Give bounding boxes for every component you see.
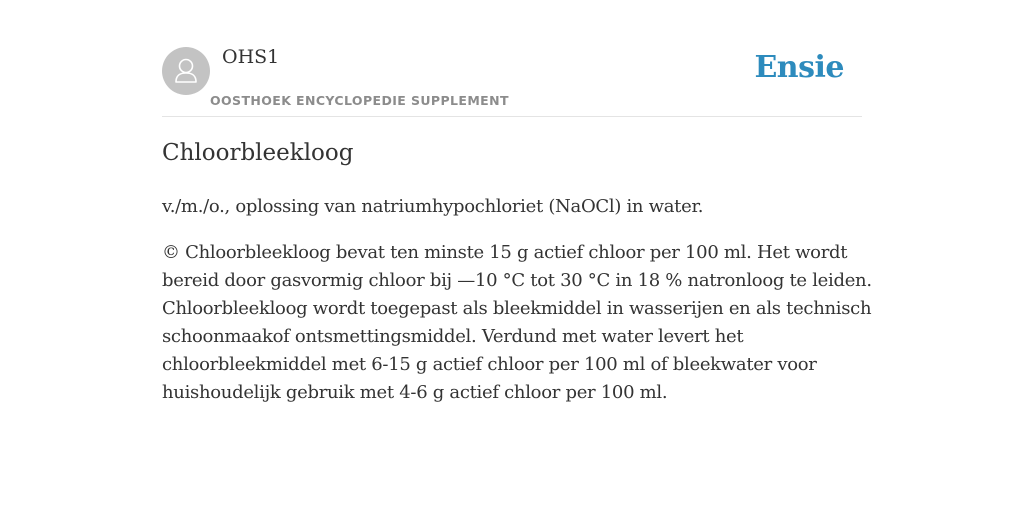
entry-header [162,0,862,117]
entry-definition: v./m./o., oplossing van natriumhypochloriet (NaOCl) in water. [162,196,704,217]
body-line: bereid door gasvormig chloor bij —10 °C tot 30 °C in 18 % natronloog te leiden. [162,270,872,291]
user-icon [162,47,210,95]
body-line: © Chloorbleekloog bevat ten minste 15 g actief chloor per 100 ml. Het wordt [162,242,848,263]
user-name-link[interactable]: OHS1 [222,46,280,68]
body-line: chloorbleekmiddel met 6-15 g actief chloor per 100 ml of bleekwater voor [162,354,817,375]
body-line: schoonmaakof ontsmettingsmiddel. Verdund met water levert het [162,326,744,347]
source-label[interactable]: OOSTHOEK ENCYCLOPEDIE SUPPLEMENT [210,93,509,108]
body-line: huishoudelijk gebruik met 4-6 g actief chloor per 100 ml. [162,382,668,403]
body-line: Chloorbleekloog wordt toegepast als bleekmiddel in wasserijen en als technisch [162,298,872,319]
brand-logo[interactable]: Ensie [754,50,844,85]
page-container [162,0,872,403]
entry-body [162,239,872,407]
entry-title: Chloorbleekloog [162,140,354,166]
avatar[interactable] [162,47,210,95]
